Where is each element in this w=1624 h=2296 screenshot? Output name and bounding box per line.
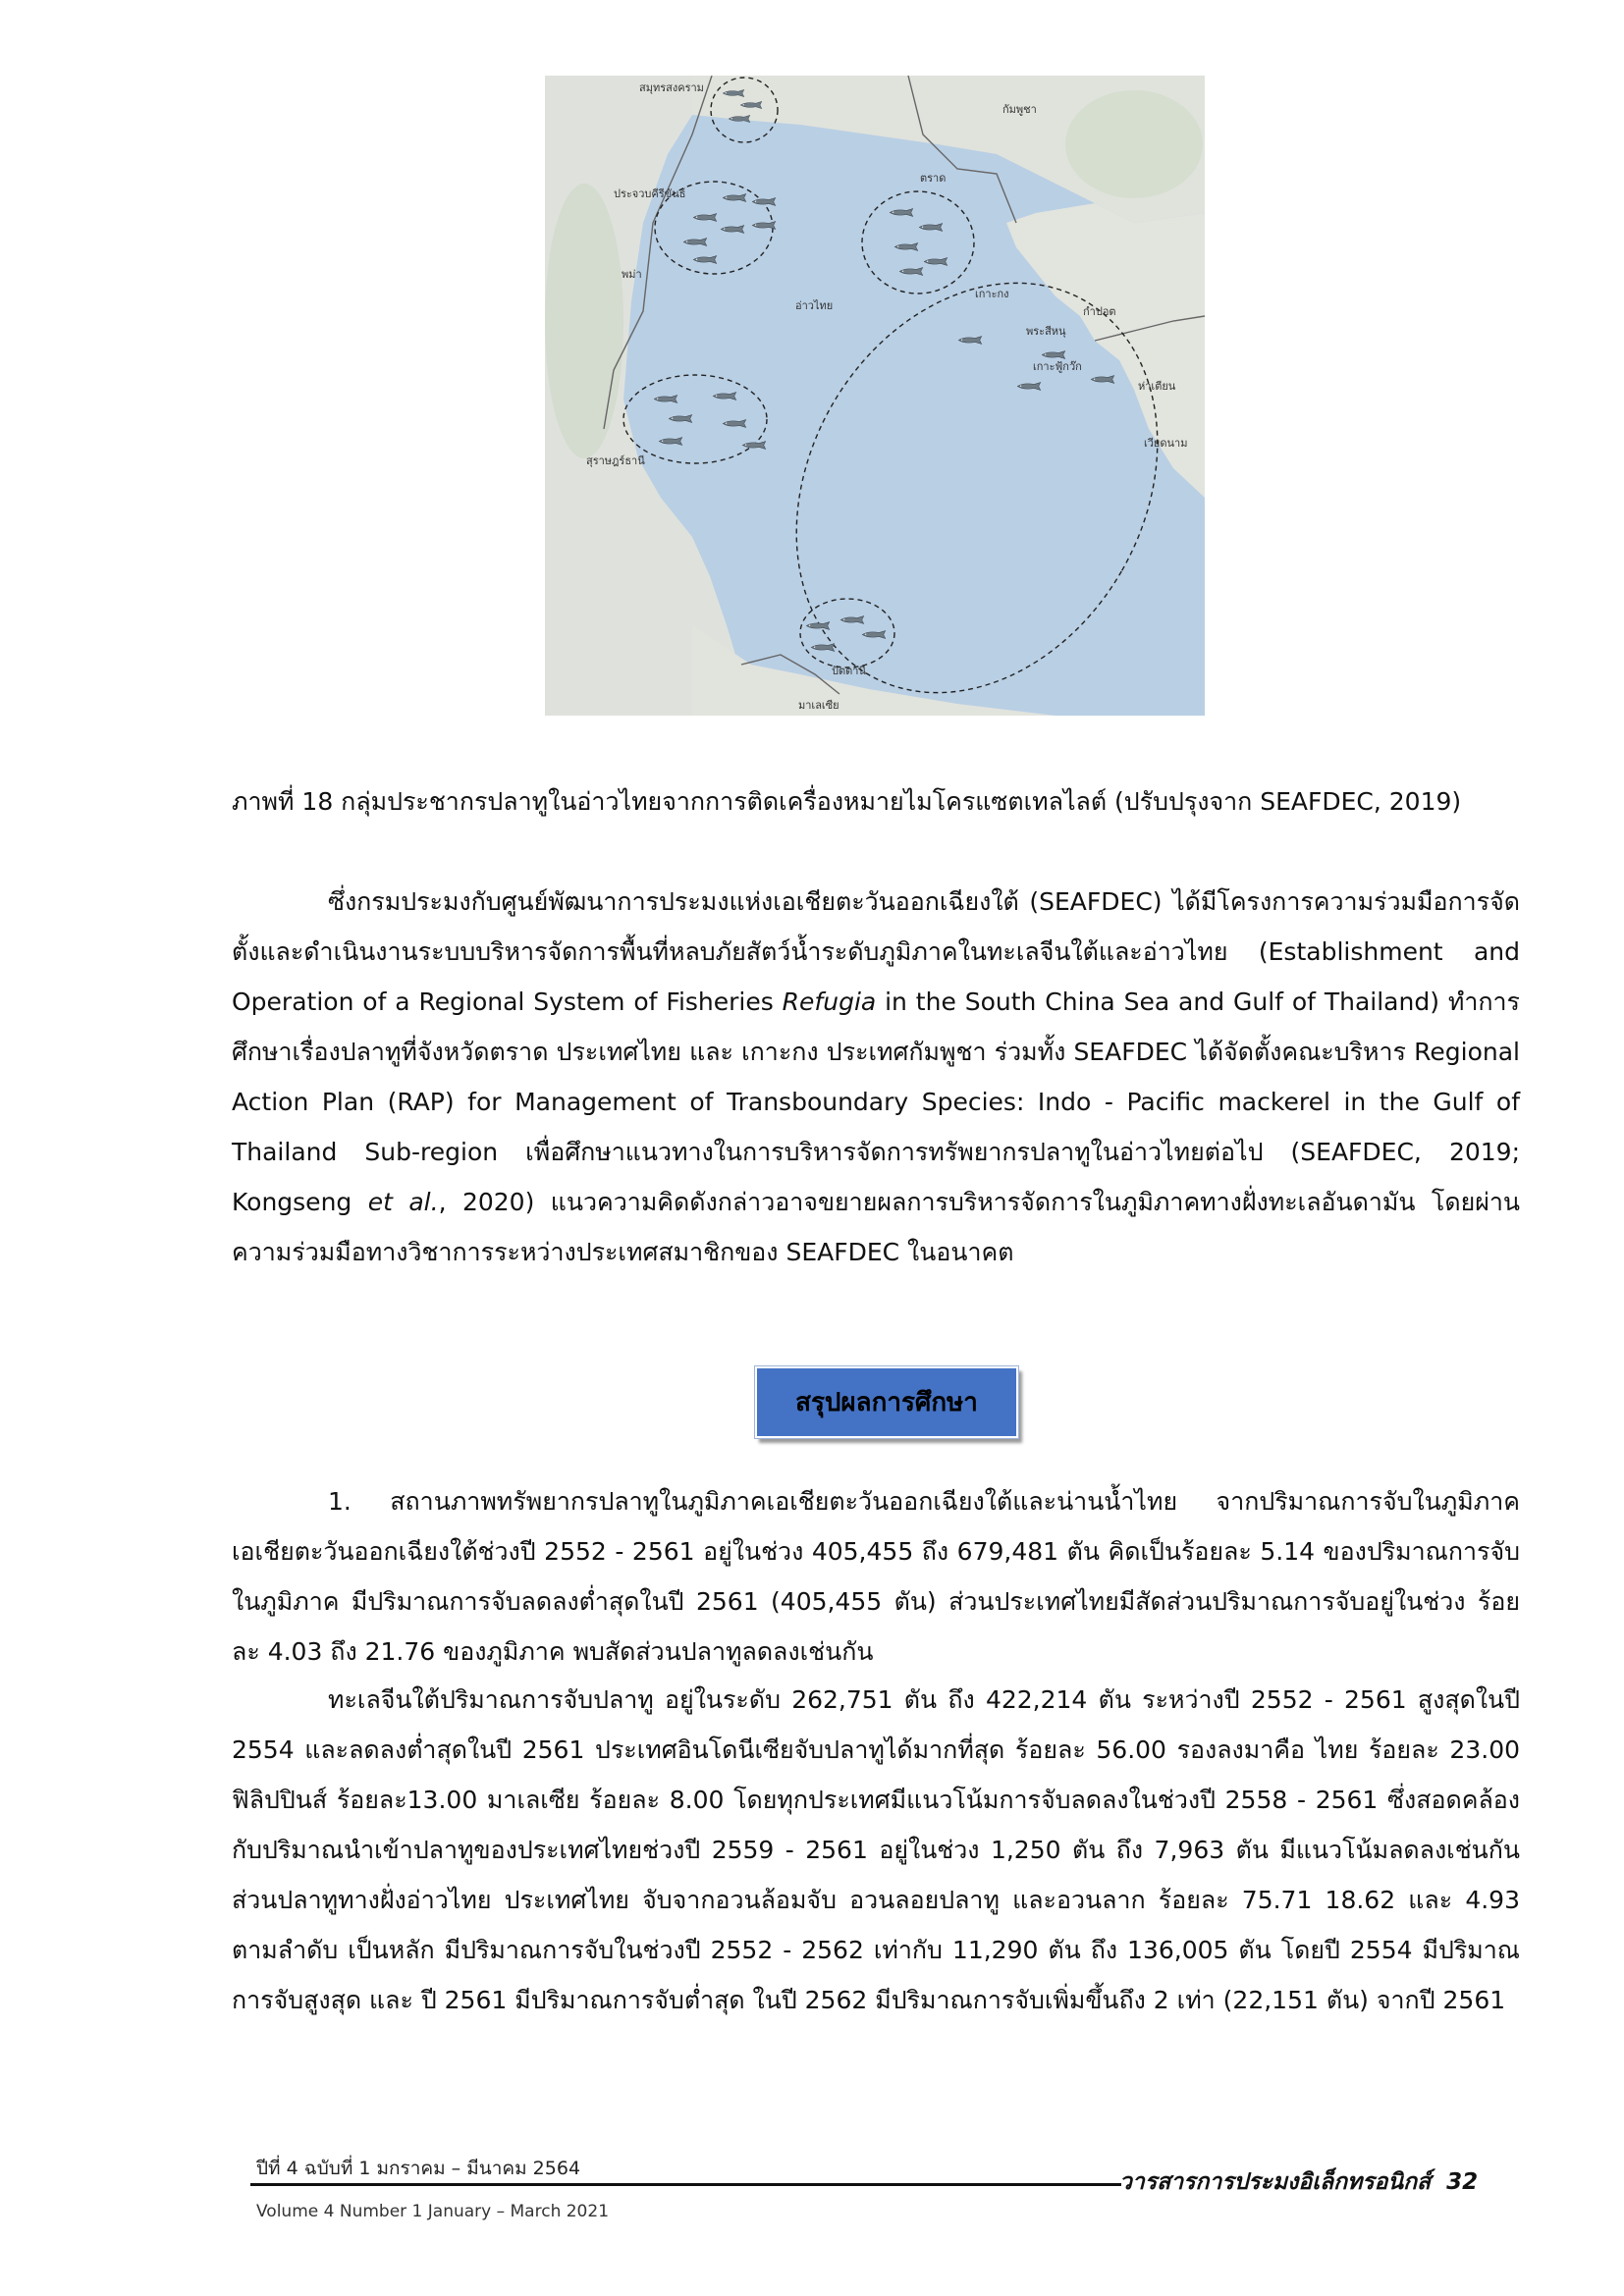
label-hatien: ห่าเตียน bbox=[1138, 380, 1176, 393]
forest-west bbox=[545, 184, 623, 458]
footer-page-number: 32 bbox=[1446, 2169, 1479, 2195]
label-gulf: อ่าวไทย bbox=[795, 299, 834, 312]
label-samut: สมุทรสงคราม bbox=[639, 81, 704, 94]
paragraph-seafdec-cooperation bbox=[232, 877, 1520, 1277]
label-malaysia: มาเลเซีย bbox=[798, 699, 839, 712]
paragraph1-etal: et al. bbox=[367, 1188, 439, 1216]
label-vietnam: เวียดนาม bbox=[1144, 437, 1188, 450]
section-heading-conclusion: สรุปผลการศึกษา bbox=[755, 1366, 1018, 1438]
label-pattani: ปัตตานี bbox=[832, 665, 866, 677]
label-kohkong: เกาะกง bbox=[975, 288, 1009, 300]
map-svg bbox=[545, 76, 1205, 716]
paragraph2-text: 1. สถานภาพทรัพยากรปลาทูในภูมิภาคเอเชียตะวันออกเฉียงใต้และน่านน้ำไทย จากปริมาณการจับในภูมิภาคเอเชียตะวันออกเฉียงใต้ช่วงปี 2552 - 2561 อยู่ในช่วง 405,455 ถึง 679,481 ตัน คิดเป็นร้อยละ 5.14 ของปริมาณการจับในภูมิภาค มีปริมาณการจับลดลงต่ำสุดในปี 2561 (405,455 ตัน) ส่วนประเทศไทยมีสัดส่วนปริมาณการจับอยู่ในช่วง ร้อยละ 4.03 ถึง 21.76 ของภูมิภาค พบสัดส่วนปลาทูลดลงเช่นกัน bbox=[232, 1487, 1520, 1666]
paragraph1-text-c: , 2020) แนวความคิดดังกล่าวอาจขยายผลการบริหารจัดการในภูมิภาคทางฝั่งทะเลอันดามัน โดยผ่านความร่วมมือทางวิชาการระหว่างประเทศสมาชิกของ SEAFDEC ในอนาคต bbox=[232, 1188, 1520, 1266]
paragraph-status-southeast-asia bbox=[232, 1476, 1520, 1677]
label-phuquoc: เกาะฟู้กว๊ก bbox=[1033, 360, 1082, 373]
label-myanmar: พม่า bbox=[622, 268, 642, 281]
forest-north bbox=[1065, 90, 1203, 198]
label-surat: สุราษฎร์ธานี bbox=[586, 454, 645, 467]
paragraph1-text-b: in the South China Sea and Gulf of Thailand) ทำการศึกษาเรื่องปลาทูที่จังหวัดตราด ประเทศไทย และ เกาะกง ประเทศกัมพูชา ร่วมทั้ง SEAFDEC ได้จัดตั้งคณะบริหาร Regional Action Plan (RAP) for Management of Transboundary Species: Indo - Pacific mackerel in the Gulf of Thailand Sub-region เพื่อศึกษาแนวทางในการบริหารจัดการทรัพยากรปลาทูในอ่าวไทยต่อไป (SEAFDEC, 2019; Kongseng bbox=[232, 988, 1520, 1216]
footer-english-issue: Volume 4 Number 1 January – March 2021 bbox=[256, 2202, 610, 2221]
label-trat: ตราด bbox=[920, 172, 947, 185]
label-kampot: กำปอต bbox=[1083, 305, 1116, 318]
footer-journal bbox=[1119, 2164, 1478, 2200]
footer-thai-issue: ปีที่ 4 ฉบับที่ 1 มกราคม – มีนาคม 2564 bbox=[256, 2158, 581, 2179]
paragraph1-refugia: Refugia bbox=[782, 988, 877, 1016]
figure-caption: ภาพที่ 18 กลุ่มประชากรปลาทูในอ่าวไทยจากการติดเครื่องหมายไมโครแซตเทลไลต์ (ปรับปรุงจาก SEAFDEC, 2019) bbox=[232, 787, 1462, 816]
gulf-of-thailand-map bbox=[545, 76, 1205, 716]
paragraph-south-china-sea bbox=[232, 1675, 1520, 2025]
label-prachuap: ประจวบคีรีขันธ์ bbox=[614, 187, 686, 200]
label-cambodia: กัมพูชา bbox=[1002, 103, 1037, 116]
footer-rule bbox=[250, 2183, 1121, 2186]
paragraph1-text-a: ซึ่งกรมประมงกับศูนย์พัฒนาการประมงแห่งเอเชียตะวันออกเฉียงใต้ (SEAFDEC) ได้มีโครงการความร่วมมือการจัดตั้งและดำเนินงานระบบบริหารจัดการพื้นที่หลบภัยสัตว์น้ำระดับภูมิภาคในทะเลจีนใต้และอ่าวไทย (Establishment and Operation of a Regional System of Fisheries bbox=[232, 887, 1520, 1016]
footer-journal-name: วารสารการประมงอิเล็กทรอนิกส์ bbox=[1119, 2169, 1432, 2195]
paragraph3-text: ทะเลจีนใต้ปริมาณการจับปลาทู อยู่ในระดับ 262,751 ตัน ถึง 422,214 ตัน ระหว่างปี 2552 - 2561 สูงสุดในปี 2554 และลดลงต่ำสุดในปี 2561 ประเทศอินโดนีเซียจับปลาทูได้มากที่สุด ร้อยละ 56.00 รองลงมาคือ ไทย ร้อยละ 23.00 ฟิลิปปินส์ ร้อยละ13.00 มาเลเซีย ร้อยละ 8.00 โดยทุกประเทศมีแนวโน้มการจับลดลงในช่วงปี 2558 - 2561 ซึ่งสอดคล้องกับปริมาณนำเข้าปลาทูของประเทศไทยช่วงปี 2559 - 2561 อยู่ในช่วง 1,250 ตัน ถึง 7,963 ตัน มีแนวโน้มลดลงเช่นกัน ส่วนปลาทูทางฝั่งอ่าวไทย ประเทศไทย จับจากอวนล้อมจับ อวนลอยปลาทู และอวนลาก ร้อยละ 75.71 18.62 และ 4.93 ตามลำดับ เป็นหลัก มีปริมาณการจับในช่วงปี 2552 - 2562 เท่ากับ 11,290 ตัน ถึง 136,005 ตัน โดยปี 2554 มีปริมาณการจับสูงสุด และ ปี 2561 มีปริมาณการจับต่ำสุด ในปี 2562 มีปริมาณการจับเพิ่มขึ้นถึง 2 เท่า (22,151 ตัน) จากปี 2561 bbox=[232, 1685, 1521, 2014]
label-prasihanu: พระสีหนุ bbox=[1026, 325, 1066, 338]
